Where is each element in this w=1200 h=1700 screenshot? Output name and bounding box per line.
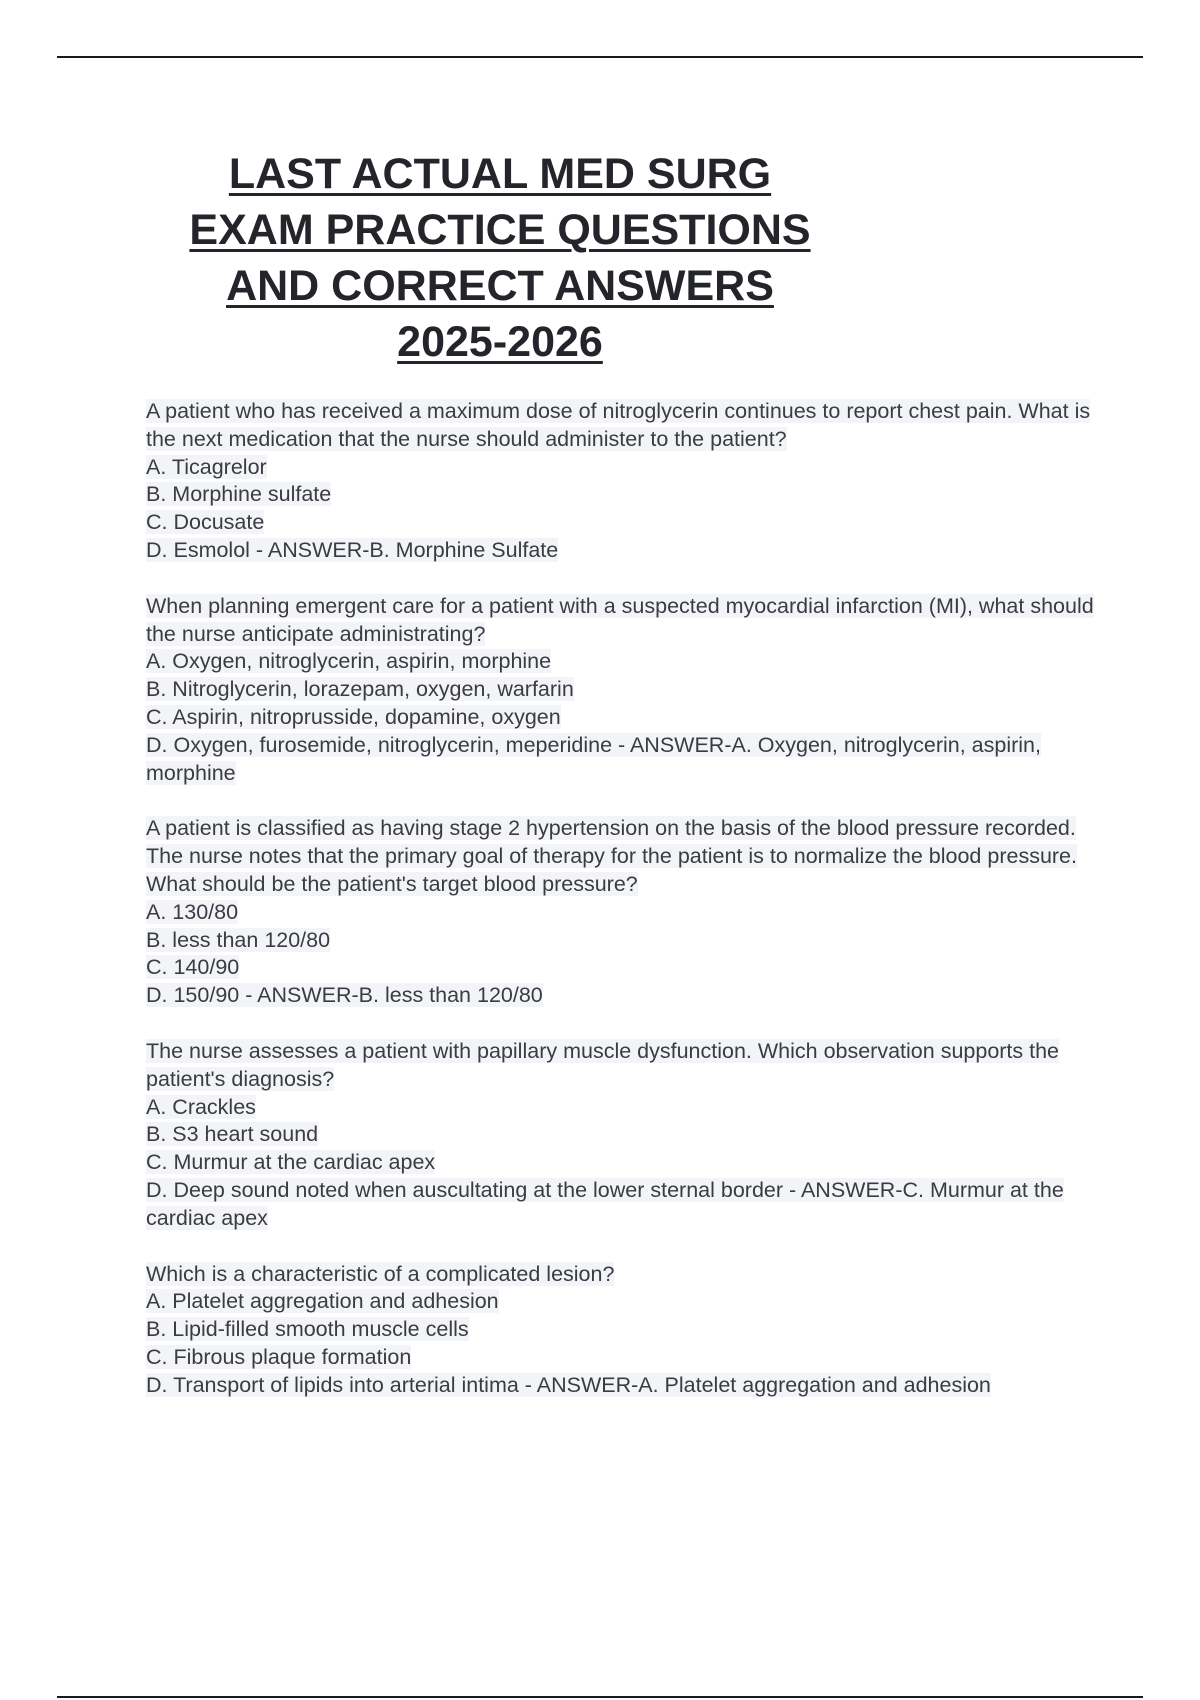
answer-option: B. S3 heart sound [146,1122,319,1147]
answer-option-with-key: D. Transport of lipids into arterial intima - ANSWER-A. Platelet aggregation and adhesion [146,1372,991,1397]
answer-option-with-key: D. Deep sound noted when auscultating at the lower sternal border - ANSWER-C. Murmur at the cardiac apex [146,1177,1064,1230]
answer-option: A. Ticagrelor [146,454,267,479]
question-stem: A patient who has received a maximum dose of nitroglycerin continues to report chest pain. What is the next medication that the nurse should administer to the patient? [146,399,1091,451]
question-item [146,398,1106,565]
title-line: AND CORRECT ANSWERS [226,262,774,310]
document-title [110,146,890,370]
questions-list [146,398,1106,1428]
question-stem: A patient is classified as having stage 2 hypertension on the basis of the blood pressure recorded. The nurse notes that the primary goal of therapy for the patient is to normalize the blood pressure. What should be the patient's target blood pressure? [146,816,1077,896]
answer-option: A. Platelet aggregation and adhesion [146,1289,499,1314]
answer-option: B. Lipid-filled smooth muscle cells [146,1317,469,1342]
question-item [146,1038,1106,1233]
answer-option: A. 130/80 [146,899,239,924]
top-rule [57,56,1143,58]
question-item [146,593,1106,788]
answer-option: B. Morphine sulfate [146,482,332,507]
question-item [146,1261,1106,1400]
answer-option: A. Oxygen, nitroglycerin, aspirin, morphine [146,649,552,674]
answer-option: C. Murmur at the cardiac apex [146,1150,436,1175]
answer-option: C. Docusate [146,510,265,535]
question-item [146,815,1106,1010]
answer-option: A. Crackles [146,1094,256,1119]
bottom-rule [57,1696,1143,1698]
answer-option: C. Fibrous plaque formation [146,1344,412,1369]
title-line: LAST ACTUAL MED SURG [228,150,772,198]
question-stem: The nurse assesses a patient with papillary muscle dysfunction. Which observation supports the patient's diagnosis? [146,1038,1060,1091]
question-stem: When planning emergent care for a patient with a suspected myocardial infarction (MI), what should the nurse anticipate administrating? [146,593,1094,646]
title-line: 2025-2026 [397,318,603,366]
answer-option-with-key: D. Esmolol - ANSWER-B. Morphine Sulfate [146,537,559,562]
answer-option: B. less than 120/80 [146,927,331,952]
answer-option-with-key: D. 150/90 - ANSWER-B. less than 120/80 [146,983,543,1008]
answer-option: B. Nitroglycerin, lorazepam, oxygen, warfarin [146,677,574,702]
answer-option: C. Aspirin, nitroprusside, dopamine, oxygen [146,704,561,729]
answer-option-with-key: D. Oxygen, furosemide, nitroglycerin, meperidine - ANSWER-A. Oxygen, nitroglycerin, aspirin, morphine [146,732,1041,785]
answer-option: C. 140/90 [146,955,240,980]
question-stem: Which is a characteristic of a complicated lesion? [146,1261,615,1286]
title-line: EXAM PRACTICE QUESTIONS [189,206,811,254]
